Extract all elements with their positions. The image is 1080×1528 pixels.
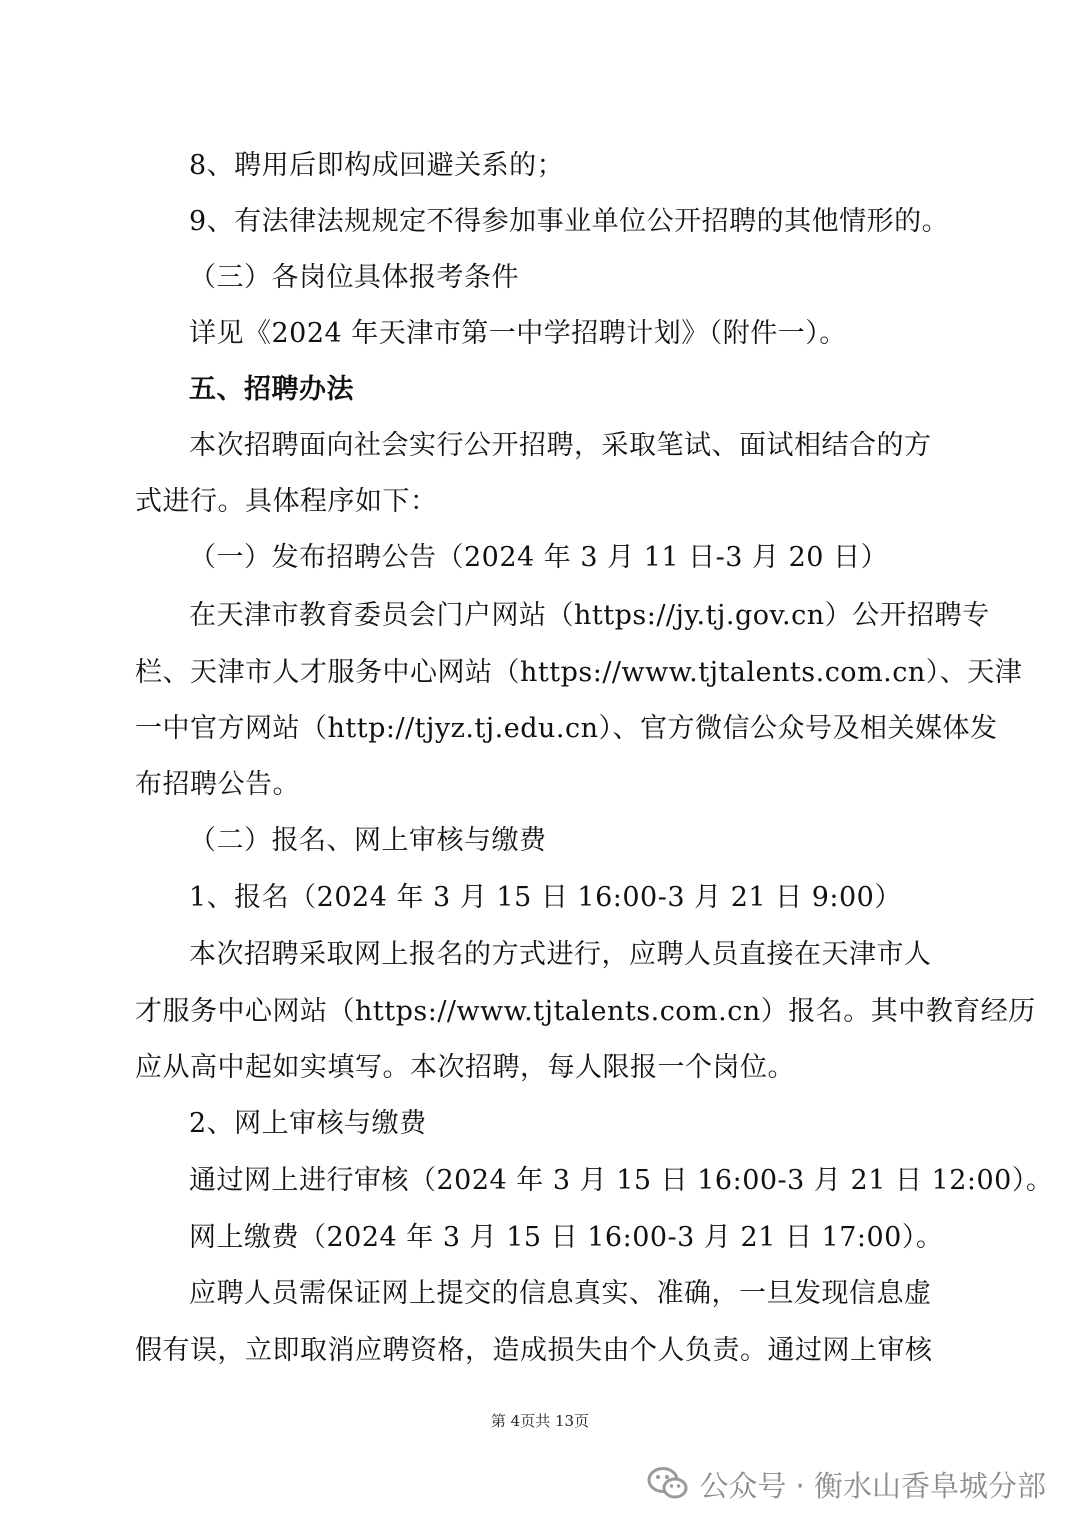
- section-heading: 五、招聘办法: [189, 374, 354, 405]
- watermark: [647, 1462, 1046, 1506]
- text-line: 在天津市教育委员会门户网站（https://jy.tj.gov.cn）公开招聘专: [189, 600, 990, 631]
- subheading: （二）报名、网上审核与缴费: [189, 825, 547, 856]
- text-line: 布招聘公告。: [135, 769, 300, 800]
- subheading: （一）发布招聘公告（2024 年 3 月 11 日-3 月 20 日）: [189, 542, 889, 573]
- wechat-icon: [647, 1466, 689, 1502]
- text-line: 通过网上进行审核（2024 年 3 月 15 日 16:00-3 月 21 日 12:00）。: [189, 1165, 1054, 1196]
- text-line: 才服务中心网站（https://www.tjtalents.com.cn）报名。其中教育经历: [135, 996, 1036, 1027]
- text-line: 1、报名（2024 年 3 月 15 日 16:00-3 月 21 日 9:00）: [189, 882, 902, 913]
- text-line: 本次招聘采取网上报名的方式进行，应聘人员直接在天津市人: [189, 939, 932, 970]
- text-line: 式进行。具体程序如下：: [135, 486, 438, 517]
- text-line: 2、网上审核与缴费: [189, 1108, 427, 1139]
- text-line: 一中官方网站（http://tjyz.tj.edu.cn）、官方微信公众号及相关媒体发: [135, 713, 998, 744]
- subheading: （三）各岗位具体报考条件: [189, 262, 519, 293]
- text-line: 假有误，立即取消应聘资格，造成损失由个人负责。通过网上审核: [135, 1335, 933, 1366]
- text-line: 栏、天津市人才服务中心网站（https://www.tjtalents.com.cn）、天津: [135, 657, 1023, 688]
- text-line: 详见《2024 年天津市第一中学招聘计划》（附件一）。: [189, 318, 847, 349]
- text-line: 应聘人员需保证网上提交的信息真实、准确，一旦发现信息虚: [189, 1278, 932, 1309]
- text-line: 网上缴费（2024 年 3 月 15 日 16:00-3 月 21 日 17:00）。: [189, 1222, 944, 1253]
- text-line: 8、聘用后即构成回避关系的；: [189, 150, 565, 181]
- page-number: 第 4页共 13页: [490, 1412, 590, 1430]
- text-line: 9、有法律法规规定不得参加事业单位公开招聘的其他情形的。: [189, 206, 950, 237]
- text-line: 应从高中起如实填写。本次招聘，每人限报一个岗位。: [135, 1052, 795, 1083]
- watermark-text: 公众号 · 衡水山香阜城分部: [699, 1468, 1046, 1503]
- text-line: 本次招聘面向社会实行公开招聘，采取笔试、面试相结合的方: [189, 430, 932, 461]
